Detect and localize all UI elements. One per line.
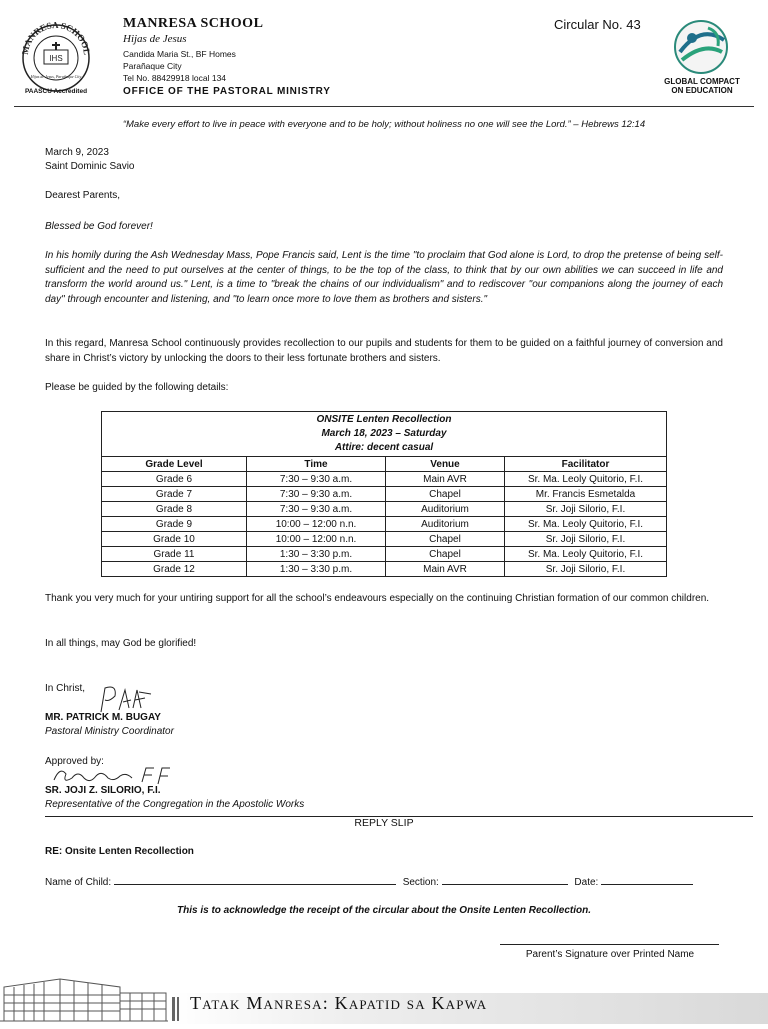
table-cell: 1:30 – 3:30 p.m. bbox=[247, 562, 386, 577]
office-name: OFFICE OF THE PASTORAL MINISTRY bbox=[123, 86, 331, 97]
paragraph-guided: Please be guided by the following details: bbox=[45, 382, 229, 393]
table-row bbox=[102, 487, 667, 502]
footer-motto: Tatak Manresa: Kapatid sa Kapwa bbox=[190, 993, 488, 1013]
seal-ring-text: MANRESA SCHOOL bbox=[19, 19, 93, 56]
table-row bbox=[102, 472, 667, 487]
column-header: Facilitator bbox=[505, 457, 667, 472]
table-cell: Grade 8 bbox=[102, 502, 247, 517]
table-cell: Grade 12 bbox=[102, 562, 247, 577]
table-cell: Main AVR bbox=[386, 562, 505, 577]
table-cell: Mr. Francis Esmetalda bbox=[505, 487, 667, 502]
table-cell: Sr. Joji Silorio, F.I. bbox=[505, 502, 667, 517]
global-compact-line-2: ON EDUCATION bbox=[671, 86, 733, 95]
table-cell: Auditorium bbox=[386, 502, 505, 517]
seal-bottom-text: Hijas de Jesus, Parañaque City bbox=[30, 74, 82, 79]
date-field[interactable] bbox=[601, 875, 693, 885]
table-row bbox=[102, 562, 667, 577]
schedule-title: ONSITE Lenten Recollection bbox=[316, 414, 452, 425]
bible-verse: “Make every effort to live in peace with everyone and to be holy; without holiness no one will see the Lord.” – Hebrews 12:14 bbox=[122, 119, 646, 130]
address-line-2: Parañaque City bbox=[123, 61, 182, 71]
closing: In Christ, bbox=[45, 683, 86, 694]
schedule-caption bbox=[102, 412, 667, 457]
global-compact-line-1: GLOBAL COMPACT bbox=[664, 77, 740, 86]
approver-name: SR. JOJI Z. SILORIO, F.I. bbox=[45, 785, 161, 796]
section-field[interactable] bbox=[442, 875, 568, 885]
header-divider bbox=[14, 106, 754, 107]
table-cell: Chapel bbox=[386, 487, 505, 502]
reply-form-line bbox=[45, 875, 745, 888]
table-cell: Main AVR bbox=[386, 472, 505, 487]
closing-prayer: In all things, may God be glorified! bbox=[45, 638, 197, 649]
table-cell: Grade 10 bbox=[102, 532, 247, 547]
address-line-1: Candida Maria St., BF Homes bbox=[123, 49, 236, 59]
column-header: Time bbox=[247, 457, 386, 472]
paragraph-homily: In his homily during the Ash Wednesday Mass, Pope Francis said, Lent is the time "to proclaim that God alone is Lord, to drop the pretense of being self-sufficient and the need to put ourselves at the center of things, to be the top of the class, to think that by our own abilities we can succeed in life and transform the world around us." Lent, is a time to "break the chains of our individualism" and to rediscover "our companions along the journey of each day" through encounter and listening, and "to learn once more to love them as brothers and sisters." bbox=[45, 250, 723, 305]
global-compact-caption bbox=[640, 77, 764, 95]
school-subtitle: Hijas de Jesus bbox=[123, 33, 187, 45]
table-cell: Chapel bbox=[386, 547, 505, 562]
letter-date: March 9, 2023 bbox=[45, 147, 109, 158]
thanks-paragraph: Thank you very much for your untiring support for all the school’s endeavours especially on the continuing Christian formation of our common children. bbox=[45, 593, 710, 604]
table-cell: Sr. Ma. Leoly Quitorio, F.I. bbox=[505, 547, 667, 562]
column-header: Venue bbox=[386, 457, 505, 472]
svg-text:IHS: IHS bbox=[49, 54, 63, 63]
table-row bbox=[102, 517, 667, 532]
table-cell: 10:00 – 12:00 n.n. bbox=[247, 532, 386, 547]
table-cell: 10:00 – 12:00 n.n. bbox=[247, 517, 386, 532]
table-cell: 1:30 – 3:30 p.m. bbox=[247, 547, 386, 562]
reply-re: RE: Onsite Lenten Recollection bbox=[45, 846, 194, 857]
school-name: MANRESA SCHOOL bbox=[123, 16, 264, 31]
greeting: Blessed be God forever! bbox=[45, 221, 153, 232]
schedule-caption-row bbox=[102, 412, 667, 457]
table-cell: Grade 11 bbox=[102, 547, 247, 562]
school-building-drawing bbox=[0, 979, 168, 1021]
approved-by: Approved by: bbox=[45, 756, 104, 767]
signature-label: Parent’s Signature over Printed Name bbox=[525, 949, 695, 960]
schedule-attire: Attire: decent casual bbox=[334, 442, 434, 453]
column-header: Grade Level bbox=[102, 457, 247, 472]
acknowledgement: This is to acknowledge the receipt of the circular about the Onsite Lenten Recollection. bbox=[177, 905, 591, 916]
telephone: Tel No. 88429918 local 134 bbox=[123, 73, 227, 83]
signature-field[interactable] bbox=[500, 944, 719, 945]
table-cell: 7:30 – 9:30 a.m. bbox=[247, 502, 386, 517]
signer-name: MR. PATRICK M. BUGAY bbox=[45, 712, 161, 723]
name-of-child-label: Name of Child: bbox=[45, 877, 112, 888]
approver-title: Representative of the Congregation in the Apostolic Works bbox=[45, 799, 305, 810]
table-cell: Grade 6 bbox=[102, 472, 247, 487]
table-cell: Auditorium bbox=[386, 517, 505, 532]
table-cell: Sr. Ma. Leoly Quitorio, F.I. bbox=[505, 517, 667, 532]
schedule-table bbox=[101, 411, 667, 577]
feast-day: Saint Dominic Savio bbox=[45, 161, 135, 172]
schedule-header-row bbox=[102, 457, 667, 472]
table-row bbox=[102, 532, 667, 547]
table-cell: Chapel bbox=[386, 532, 505, 547]
paragraph-recollection: In this regard, Manresa School continuously provides recollection to our pupils and students for them to be guided on a faithful journey of conversion and share in Christ’s victory by unlocking the doors to their less fortunate brothers and sisters. bbox=[45, 338, 723, 364]
table-cell: Sr. Ma. Leoly Quitorio, F.I. bbox=[505, 472, 667, 487]
school-seal bbox=[6, 14, 108, 96]
salutation: Dearest Parents, bbox=[45, 190, 121, 201]
table-cell: Sr. Joji Silorio, F.I. bbox=[505, 532, 667, 547]
accreditation-label: PAASCU Accredited bbox=[24, 88, 88, 95]
table-cell: 7:30 – 9:30 a.m. bbox=[247, 472, 386, 487]
table-cell: Grade 7 bbox=[102, 487, 247, 502]
table-cell: Sr. Joji Silorio, F.I. bbox=[505, 562, 667, 577]
name-of-child-field[interactable] bbox=[114, 875, 396, 885]
date-label: Date: bbox=[574, 877, 599, 888]
table-row bbox=[102, 547, 667, 562]
table-cell: Grade 9 bbox=[102, 517, 247, 532]
circular-number: Circular No. 43 bbox=[554, 17, 641, 32]
reply-slip-heading: REPLY SLIP bbox=[354, 817, 414, 829]
table-cell: 7:30 – 9:30 a.m. bbox=[247, 487, 386, 502]
schedule-date: March 18, 2023 – Saturday bbox=[321, 428, 447, 439]
table-row bbox=[102, 502, 667, 517]
global-compact-logo bbox=[668, 16, 734, 76]
section-label: Section: bbox=[402, 877, 439, 888]
signer-title: Pastoral Ministry Coordinator bbox=[45, 726, 174, 737]
